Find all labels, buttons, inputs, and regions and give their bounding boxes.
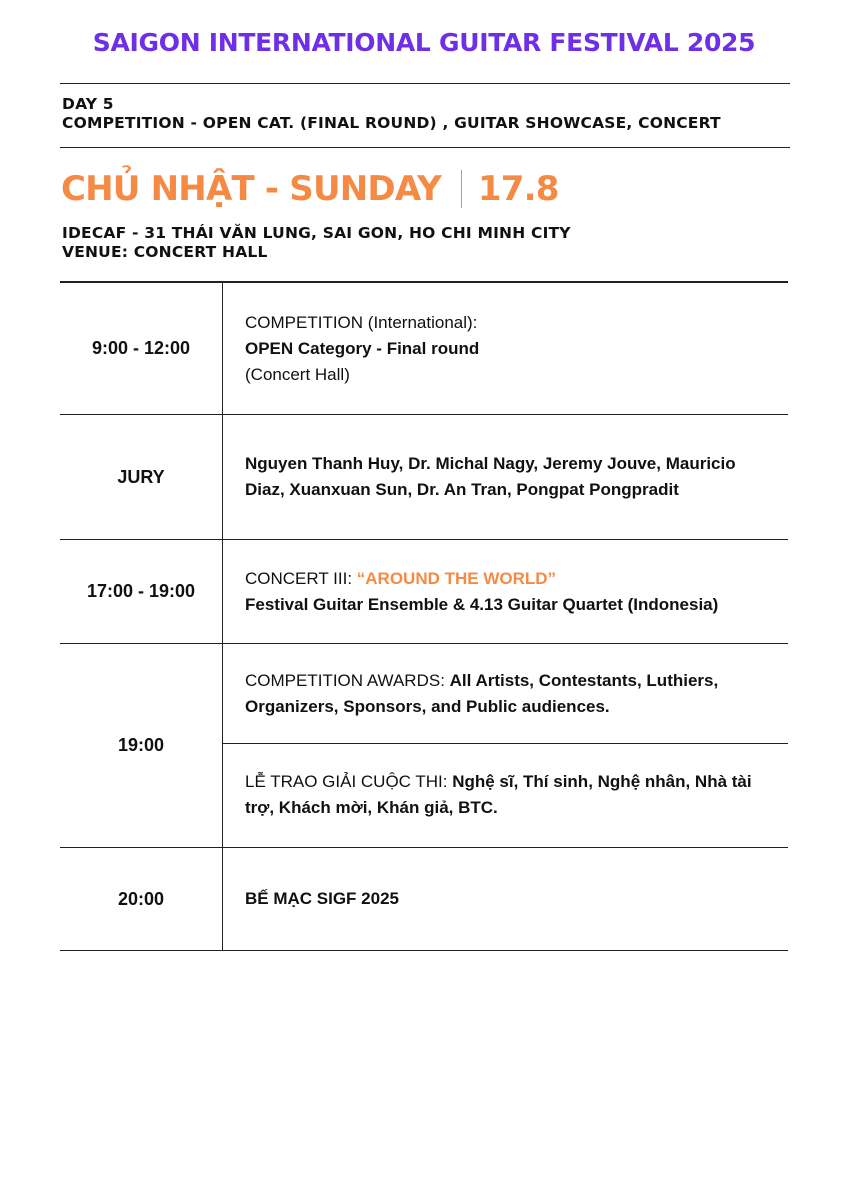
table-row: [60, 848, 788, 951]
closing-ceremony: BẾ MẠC SIGF 2025: [245, 889, 399, 908]
date-heading: [61, 164, 559, 214]
awards-prefix: COMPETITION AWARDS:: [245, 670, 450, 690]
table-row: [60, 540, 788, 644]
table-row: [60, 644, 788, 848]
day-label: DAY 5: [62, 95, 114, 113]
time-cell: 9:00 - 12:00: [60, 283, 223, 414]
date: 17.8: [477, 169, 559, 209]
description-cell: [223, 848, 788, 950]
table-row: [60, 415, 788, 540]
concert-performers: Festival Guitar Ensemble & 4.13 Guitar Quartet (Indonesia): [245, 594, 719, 614]
jury-list: Nguyen Thanh Huy, Dr. Michal Nagy, Jeremy Jouve, Mauricio Diaz, Xuanxuan Sun, Dr. An Tran, Pongpat Pongpradit: [245, 454, 736, 499]
awards-prefix-vi: LỄ TRAO GIẢI CUỘC THI:: [245, 772, 453, 791]
concert-line: [245, 566, 776, 592]
event-title: OPEN Category - Final round: [245, 338, 480, 358]
awards-attendees: All Artists, Contestants, Luthiers, Organizers, Sponsors, and Public audiences.: [245, 670, 719, 716]
description-cell: [223, 644, 788, 847]
address: IDECAF - 31 THÁI VĂN LUNG, SAI GON, HO CHI MINH CITY: [62, 224, 571, 242]
day-name: CHỦ NHẬT - SUNDAY: [61, 169, 441, 209]
awards-attendees-vi: Nghệ sĩ, Thí sinh, Nghệ nhân, Nhà tài trợ, Khách mời, Khán giả, BTC.: [245, 772, 752, 817]
festival-title: SAIGON INTERNATIONAL GUITAR FESTIVAL 2025: [92, 28, 756, 57]
venue-info: [62, 224, 571, 262]
table-row: [60, 283, 788, 415]
time-cell: JURY: [60, 415, 223, 539]
day-program: COMPETITION - OPEN CAT. (FINAL ROUND) , GUITAR SHOWCASE, CONCERT: [62, 114, 721, 132]
event-category: COMPETITION (International):: [245, 312, 478, 332]
event-location: (Concert Hall): [245, 364, 350, 384]
description-cell: [223, 415, 788, 539]
day-info: [62, 95, 721, 133]
concert-title: “AROUND THE WORLD”: [356, 568, 557, 588]
time-cell: 17:00 - 19:00: [60, 540, 223, 643]
awards-english: [223, 644, 788, 744]
time-cell: 19:00: [60, 644, 223, 847]
venue: VENUE: CONCERT HALL: [62, 243, 268, 261]
time-cell: 20:00: [60, 848, 223, 950]
description-cell: [223, 283, 788, 414]
schedule-table: [60, 281, 788, 951]
concert-prefix: CONCERT III:: [245, 568, 357, 588]
description-cell: [223, 540, 788, 643]
date-separator: [461, 170, 462, 208]
divider-top: [60, 83, 790, 84]
divider-day: [60, 147, 790, 148]
awards-vietnamese: [223, 744, 788, 846]
